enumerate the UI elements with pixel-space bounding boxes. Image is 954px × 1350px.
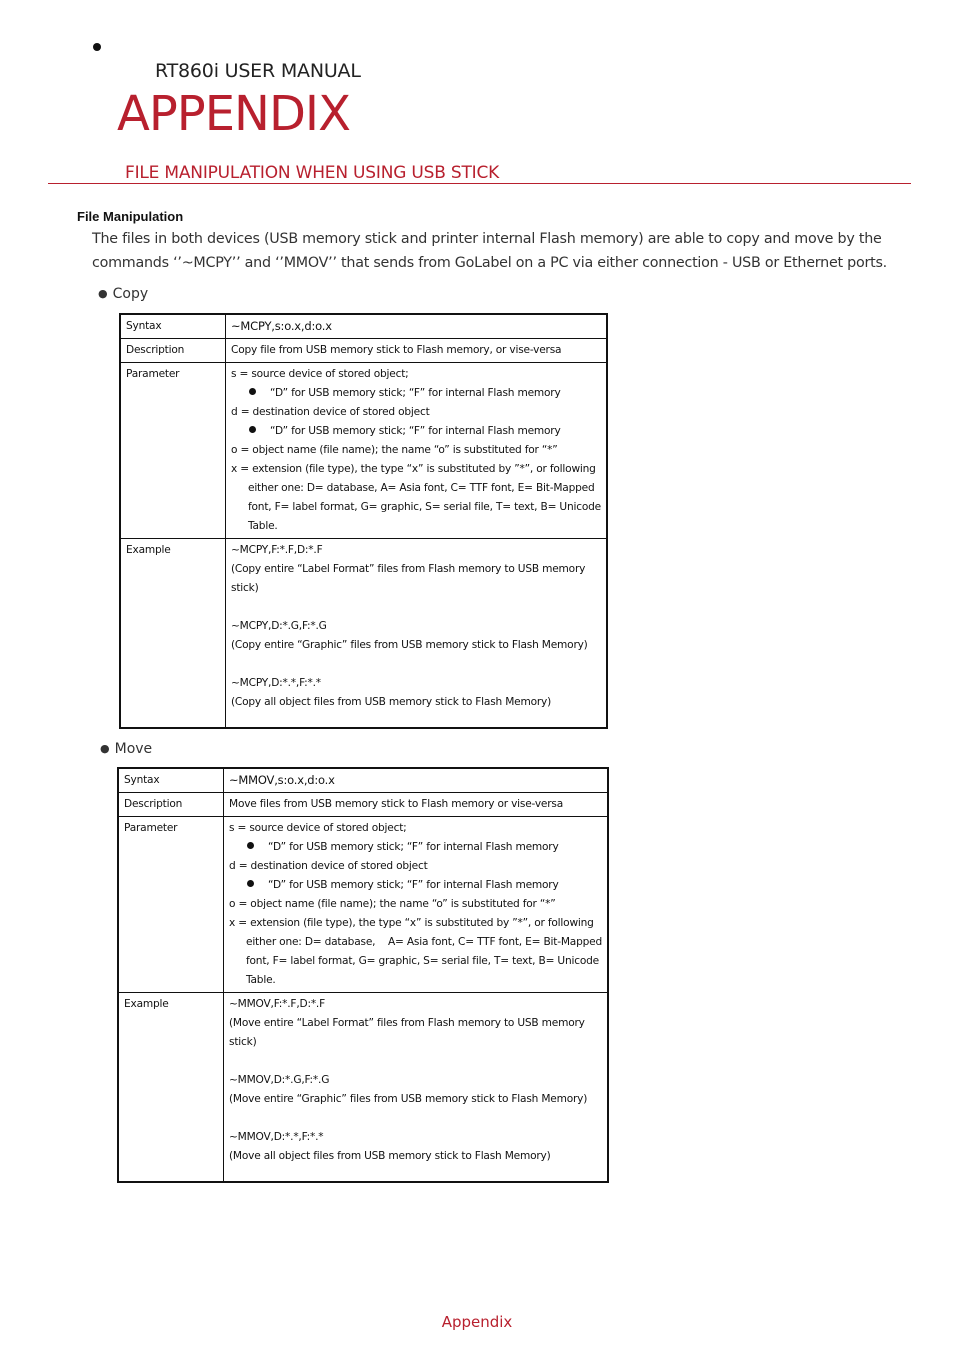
example-note: (Copy entire “Label Format” files from Flash memory to USB memory — [231, 563, 586, 575]
description-value: Copy file from USB memory stick to Flash memory, or vise-versa — [226, 339, 608, 363]
table-row — [120, 314, 607, 339]
param-line: d = destination device of stored object — [229, 860, 428, 872]
copy-command-table — [119, 313, 608, 729]
example-note: stick) — [229, 1036, 257, 1048]
table-row — [118, 768, 608, 793]
intro-paragraph: The files in both devices (USB memory stick and printer internal Flash memory) are able to copy and move by the commands ‘’~MCPY’’ and ‘’MMOV’’ that sends from GoLabel on a PC via either connection - USB or Ethernet ports. — [92, 231, 887, 271]
syntax-key: Syntax — [118, 768, 224, 793]
table-row — [120, 363, 607, 539]
example-command: ~MMOV,D:*.G,F:*.G — [229, 1074, 330, 1086]
bullet-icon: ● — [98, 287, 108, 300]
param-subitem — [229, 838, 602, 857]
example-note: (Move entire “Graphic” files from USB memory stick to Flash Memory) — [229, 1093, 588, 1105]
param-line: x = extension (file type), the type “x” is substituted by ”*”, or following — [231, 463, 596, 475]
param-subitem — [229, 876, 602, 895]
param-line: Table. — [248, 520, 278, 532]
syntax-key: Syntax — [120, 314, 226, 339]
param-line: either one: D= database, A= Asia font, C= TTF font, E= Bit-Mapped — [248, 482, 595, 494]
section-title: FILE MANIPULATION WHEN USING USB STICK — [125, 163, 500, 183]
bullet-icon — [249, 388, 256, 395]
param-line: s = source device of stored object; — [229, 822, 407, 834]
description-value: Move files from USB memory stick to Flash memory or vise-versa — [224, 793, 608, 817]
example-command: ~MCPY,F:*.F,D:*.F — [231, 544, 323, 556]
param-line: o = object name (file name); the name “o” is substituted for “*” — [229, 898, 556, 910]
section-divider — [48, 183, 911, 184]
manual-title: RT860i USER MANUAL — [155, 60, 361, 82]
example-value — [226, 539, 608, 729]
table-row — [118, 793, 608, 817]
table-row — [118, 817, 608, 993]
example-command: ~MMOV,F:*.F,D:*.F — [229, 998, 325, 1010]
param-subitem-text: “D” for USB memory stick; “F” for internal Flash memory — [270, 387, 561, 399]
param-subitem — [231, 384, 601, 403]
example-key: Example — [118, 993, 224, 1183]
example-command: ~MCPY,D:*.G,F:*.G — [231, 620, 327, 632]
example-value — [224, 993, 608, 1183]
param-line: either one: D= database, A= Asia font, C= TTF font, E= Bit-Mapped — [246, 936, 602, 948]
footer-label: Appendix — [441, 1313, 513, 1331]
move-label: Move — [114, 741, 153, 757]
example-note: (Copy entire “Graphic” files from USB memory stick to Flash Memory) — [231, 639, 588, 651]
example-note: (Move all object files from USB memory stick to Flash Memory) — [229, 1150, 551, 1162]
bullet-icon — [247, 842, 254, 849]
bullet-icon: ● — [100, 742, 110, 755]
header-bullet-dot — [93, 43, 101, 51]
param-subitem-text: “D” for USB memory stick; “F” for internal Flash memory — [270, 425, 561, 437]
syntax-value: ~MMOV,s:o.x,d:o.x — [224, 768, 608, 793]
chapter-title: APPENDIX — [117, 86, 350, 142]
example-key: Example — [120, 539, 226, 729]
copy-label: Copy — [112, 286, 149, 302]
example-note: (Copy all object files from USB memory stick to Flash Memory) — [231, 696, 552, 708]
bullet-icon — [249, 426, 256, 433]
example-note: stick) — [231, 582, 259, 594]
param-subitem-text: “D” for USB memory stick; “F” for internal Flash memory — [268, 879, 559, 891]
description-key: Description — [118, 793, 224, 817]
table-row — [120, 539, 607, 729]
bullet-icon — [247, 880, 254, 887]
description-key: Description — [120, 339, 226, 363]
syntax-value: ~MCPY,s:o.x,d:o.x — [226, 314, 608, 339]
move-command-table — [117, 767, 609, 1183]
parameter-value — [224, 817, 608, 993]
table-row — [120, 339, 607, 363]
param-line: x = extension (file type), the type “x” is substituted by ”*”, or following — [229, 917, 594, 929]
parameter-value — [226, 363, 608, 539]
example-command: ~MMOV,D:*.*,F:*.* — [229, 1131, 324, 1143]
param-line: Table. — [246, 974, 276, 986]
copy-bullet — [98, 286, 148, 302]
param-line: font, F= label format, G= graphic, S= serial file, T= text, B= Unicode — [246, 955, 599, 967]
example-note: (Move entire “Label Format” files from Flash memory to USB memory — [229, 1017, 585, 1029]
parameter-key: Parameter — [118, 817, 224, 993]
table-row — [118, 993, 608, 1183]
param-line: font, F= label format, G= graphic, S= serial file, T= text, B= Unicode — [248, 501, 601, 513]
sub-heading: File Manipulation — [77, 209, 184, 224]
param-subitem — [231, 422, 601, 441]
param-line: d = destination device of stored object — [231, 406, 430, 418]
move-bullet — [100, 741, 152, 757]
param-line: o = object name (file name); the name “o” is substituted for “*” — [231, 444, 558, 456]
param-line: s = source device of stored object; — [231, 368, 409, 380]
param-subitem-text: “D” for USB memory stick; “F” for internal Flash memory — [268, 841, 559, 853]
example-command: ~MCPY,D:*.*,F:*.* — [231, 677, 321, 689]
parameter-key: Parameter — [120, 363, 226, 539]
